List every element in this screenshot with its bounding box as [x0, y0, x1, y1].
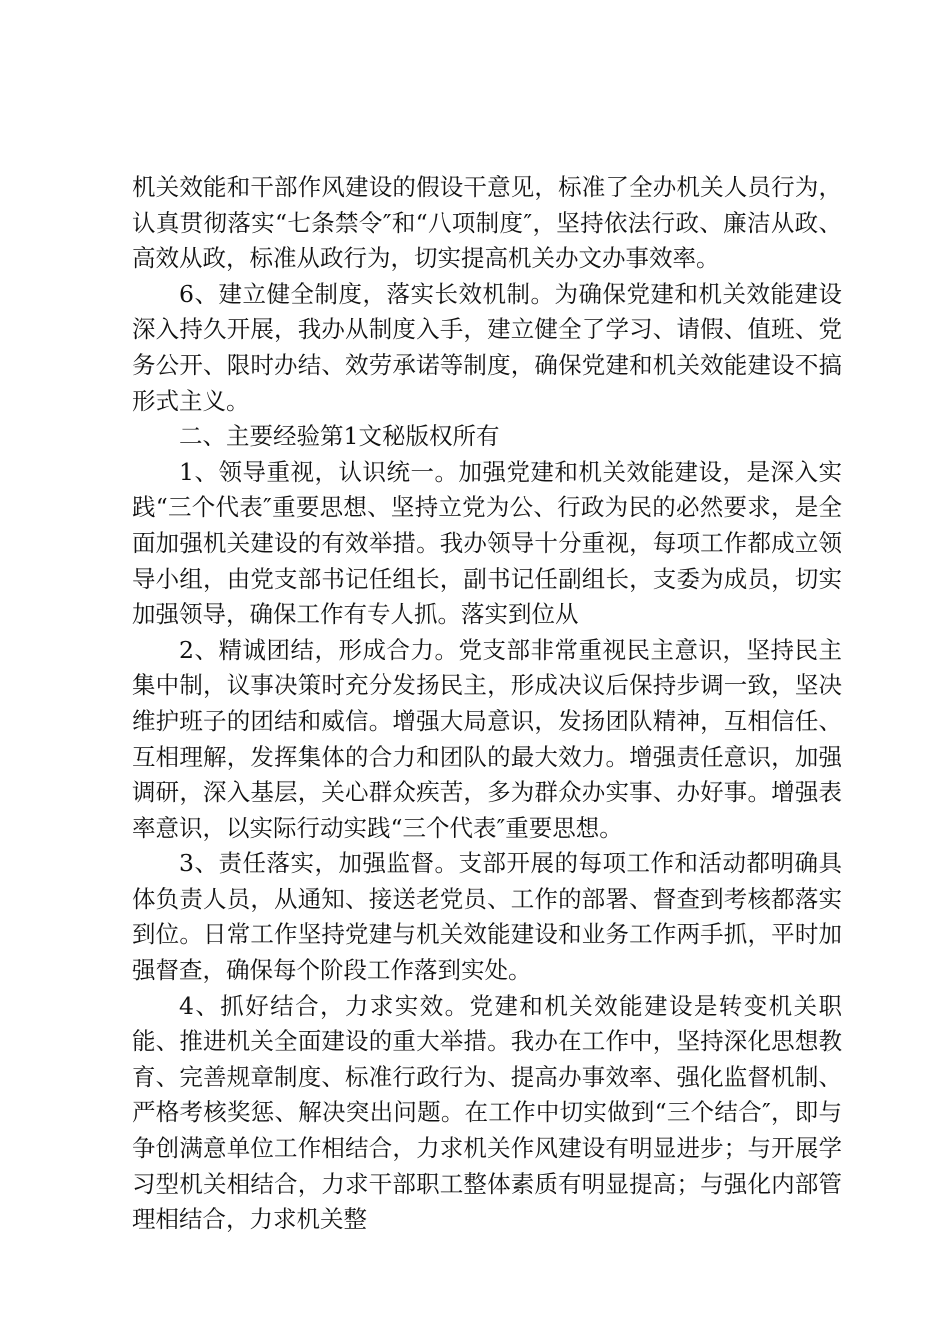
section-heading-main-experience: 二、主要经验第1文秘版权所有 — [179, 422, 500, 451]
paragraph-item-6: 6、建立健全制度，落实长效机制。为确保党建和机关效能建设深入持久开展，我办从制度入手，建立健全了学习、请假、值班、党务公开、限时办结、效劳承诺等制度，确保党建和机关效能建设不搞形式主义。 — [132, 279, 842, 415]
document-body — [132, 170, 842, 1238]
paragraph-continuation: 机关效能和干部作风建设的假设干意见，标准了全办机关人员行为，认真贯彻落实“七条禁令″和“八项制度″，坚持依法行政、廉洁从政、高效从政，标准从政行为，切实提高机关办文办事效率。 — [132, 173, 842, 273]
paragraph-item-3: 3、责任落实，加强监督。支部开展的每项工作和活动都明确具体负责人员，从通知、接送老党员、工作的部署、督查到考核都落实到位。日常工作坚持党建与机关效能建设和业务工作两手抓，平时加强督查，确保每个阶段工作落到实处。 — [132, 849, 842, 985]
paragraph-item-4: 4、抓好结合，力求实效。党建和机关效能建设是转变机关职能、推进机关全面建设的重大举措。我办在工作中，坚持深化思想教育、完善规章制度、标准行政行为、提高办事效率、强化监督机制、严格考核奖惩、解决突出问题。在工作中切实做到“三个结合″，即与争创满意单位工作相结合，力求机关作风建设有明显进步；与开展学习型机关相结合，力求干部职工整体素质有明显提高；与强化内部管理相结合，力求机关整 — [132, 991, 842, 1234]
paragraph-item-1: 1、领导重视，认识统一。加强党建和机关效能建设，是深入实践“三个代表″重要思想、坚持立党为公、行政为民的必然要求，是全面加强机关建设的有效举措。我办领导十分重视，每项工作都成立领导小组，由党支部书记任组长，副书记任副组长，支委为成员，切实加强领导，确保工作有专人抓。落实到位从 — [132, 457, 842, 629]
paragraph-item-2: 2、精诚团结，形成合力。党支部非常重视民主意识，坚持民主集中制，议事决策时充分发扬民主，形成决议后保持步调一致，坚决维护班子的团结和威信。增强大局意识，发扬团队精神，互相信任、互相理解，发挥集体的合力和团队的最大效力。增强责任意识，加强调研，深入基层，关心群众疾苦，多为群众办实事、办好事。增强表率意识，以实际行动实践“三个代表″重要思想。 — [132, 635, 842, 842]
